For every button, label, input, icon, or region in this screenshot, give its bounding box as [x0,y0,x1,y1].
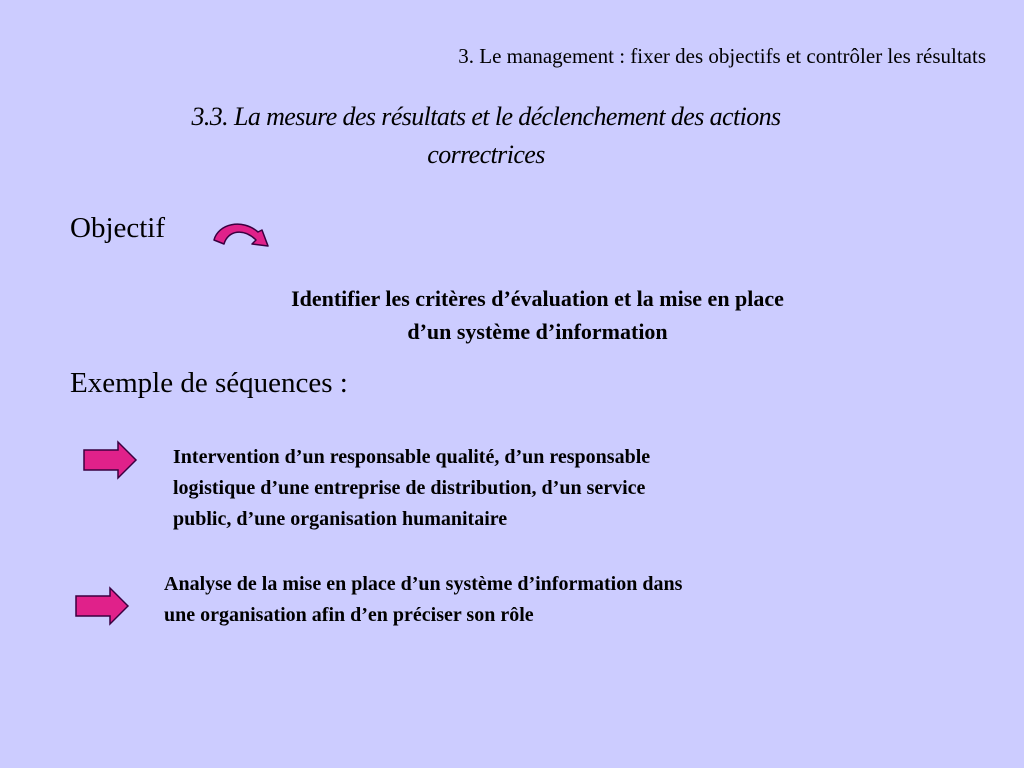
slide-header: 3. Le management : fixer des objectifs et contrôler les résultats [458,44,986,68]
objective-text [140,282,935,348]
objective-line: Identifier les critères d’évaluation et la mise en place [291,286,784,311]
sequence-line: Analyse de la mise en place d’un système d’information dans [164,573,683,595]
right-arrow-icon [74,586,130,626]
slide-title [100,98,872,174]
slide-title-line: 3.3. La mesure des résultats et le déclenchement des actions [191,102,781,131]
sequence-line: logistique d’une entreprise de distribution, d’un service [173,477,646,499]
sequences-label: Exemple de séquences : [70,367,348,399]
curved-arrow-icon [208,216,278,254]
sequence-line: Intervention d’un responsable qualité, d’un responsable [173,446,651,468]
objective-label: Objectif [70,212,166,244]
slide-title-line: correctrices [427,140,545,169]
sequence-line: public, d’une organisation humanitaire [173,508,508,530]
sequence-item [164,569,682,631]
sequence-line: une organisation afin d’en préciser son rôle [164,604,534,626]
sequence-item [173,442,650,535]
objective-line: d’un système d’information [407,319,668,344]
right-arrow-icon [82,440,138,480]
